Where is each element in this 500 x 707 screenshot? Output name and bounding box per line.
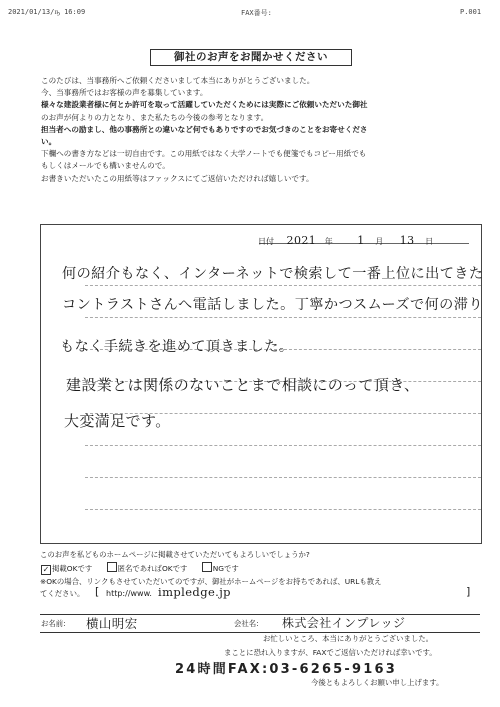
ruled-line [85,317,481,318]
intro-line: 今、当事務所ではお客様の声を募集しています。 [41,88,208,98]
option-anonymous-label: 匿名であればOKです [117,564,188,573]
ruled-line [85,285,481,286]
date-year: 2021 [286,234,317,247]
option-anonymous[interactable] [107,564,188,573]
ruled-line [85,445,481,446]
intro-line: い。 [41,137,57,147]
ruled-line [85,477,481,478]
option-ng[interactable] [202,564,239,573]
checkbox[interactable] [202,562,212,572]
intro-line: のお声が何よりの力となり、また私たちの今後の参考となります。 [41,112,269,122]
handwritten-line: 建設業とは関係のないことまで相談にのって頂き、 [66,376,420,394]
url-prefix: http://www. [106,589,152,598]
intro-line: お書きいただいたこの用紙等はファックスにてご返信いただければ嬉しいです。 [41,173,314,183]
link-note-continued: てください。 [40,589,85,598]
handwritten-line: 何の紹介もなく、インターネットで検索して一番上位に出てきた [62,266,484,282]
intro-line: 担当者への励まし、他の事務所との違いなど何でもありですのでお気づきのことをお寄せくださ [41,124,368,134]
checkbox[interactable] [107,562,117,572]
intro-line: 様々な建設業者様に何とか許可を取って活躍していただくためには実際にご依頼いただいた御社 [41,100,368,110]
fax-number: 24時間FAX:03-6265-9163 [175,662,398,677]
date-field [258,234,433,247]
option-ng-label: NGです [212,564,239,573]
intro-line: 下欄への書き方などは一切自由です。この用紙ではなく大学ノートでも便箋でもコピー用紙でも [41,149,367,159]
date-label: 日付 [258,237,274,246]
fax-page-number: P.001 [460,8,482,16]
handwritten-line: もなく手続きを進めて頂きました。 [60,339,294,355]
ruled-line [85,509,481,510]
company-value: 株式会社インプレッジ [282,616,406,630]
intro-line: このたびは、当事務所へご依頼くださいまして本当にありがとうございました。 [41,76,315,85]
checkbox-checked[interactable]: ✓ [42,565,50,574]
fax-number-label: FAX番号: [241,9,272,17]
intro-text [41,75,481,185]
year-unit: 年 [324,237,333,246]
date-day: 13 [399,234,415,247]
closing-request: まことに恐れ入りますが、FAXでご返信いただければ幸いです。 [224,648,437,657]
month-unit: 月 [375,237,384,246]
url-value: impledge.jp [158,585,231,599]
date-month: 1 [357,234,365,247]
option-ok[interactable] [41,564,92,573]
company-label: 会社名: [234,619,259,628]
closing-thanks: お忙しいところ、本当にありがとうございました。 [263,634,433,643]
name-label: お名前: [41,619,66,628]
intro-line: もしくはメールでも構いませんので。 [41,161,170,171]
day-unit: 日 [425,237,434,246]
permission-question: このお声を私どものホームページに掲載させていただいてもよろしいでしょうか? [40,550,310,559]
url-bracket-right: ] [466,585,471,598]
page-title: 御社のお声をお聞かせください [150,49,352,66]
permission-options [41,562,239,575]
handwritten-line: 大変満足です。 [64,412,171,430]
closing-regards: 今後ともよろしくお願い申し上げます。 [311,678,444,687]
handwritten-line: コントラストさんへ電話しました。丁寧かつスムーズで何の滞り [62,297,483,313]
name-value: 横山明宏 [86,616,138,631]
url-bracket-left: [ [95,585,100,598]
option-ok-label: 掲載OKです [52,564,93,573]
link-note: ※OKの場合、リンクもさせていただいてのですが、御社がホームページをお持ちであれば、URLも教え [40,577,382,586]
fax-datetime: 2021/01/13/ҧ 16:09 [8,8,86,16]
